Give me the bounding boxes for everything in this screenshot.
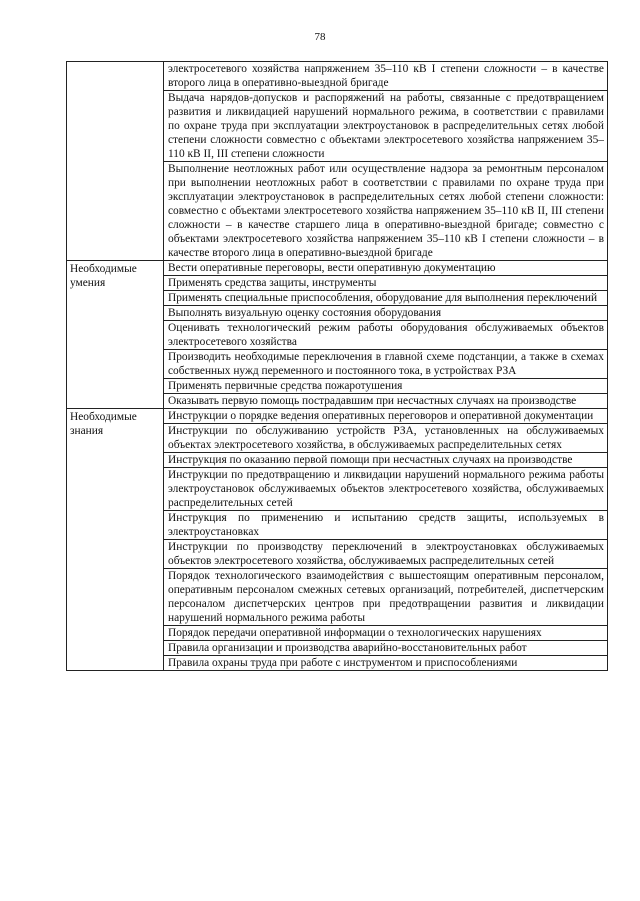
requirements-table (66, 61, 608, 671)
section-label: Необходимые умения (67, 261, 164, 409)
section-entry: электросетевого хозяйства напряжением 35–110 кВ I степени сложности – в качестве второго лица в оперативно-выездной бригаде (164, 62, 608, 91)
section-entry: Производить необходимые переключения в главной схеме подстанции, а также в схемах собственных нужд переменного и постоянного тока, в устройствах РЗА (164, 350, 608, 379)
section-entry: Порядок передачи оперативной информации о технологических нарушениях (164, 626, 608, 641)
section-entry: Инструкции по обслуживанию устройств РЗА, установленных на обслуживаемых объектах электросетевого хозяйства, в обслуживаемых распределительных сетях (164, 424, 608, 453)
section-entry: Применять средства защиты, инструменты (164, 276, 608, 291)
section-entry: Выполнение неотложных работ или осуществление надзора за ремонтным персоналом при выполнении неотложных работ в соответствии с правилами по охране труда при эксплуатации электроустановок в распределительных сетях любой степени сложности: совместно с объектами электросетевого хозяйства напряжением 35–110 кВ II, III степени сложности – в качестве старшего лица в оперативно-выездной бригаде; совместно с объектами электросетевого хозяйства напряжением 35–110 кВ I степени сложности – в качестве второго лица в оперативно-выездной бригаде (164, 162, 608, 261)
section-entry: Вести оперативные переговоры, вести оперативную документацию (164, 261, 608, 276)
section-entry: Инструкция по оказанию первой помощи при несчастных случаях на производстве (164, 453, 608, 468)
section-entry: Оказывать первую помощь пострадавшим при несчастных случаях на производстве (164, 394, 608, 409)
section-entry: Правила охраны труда при работе с инструментом и приспособлениями (164, 656, 608, 671)
section-entry: Инструкция по применению и испытанию средств защиты, используемых в электроустановках (164, 511, 608, 540)
section-label: Необходимые знания (67, 409, 164, 671)
section-entry: Применять первичные средства пожаротушения (164, 379, 608, 394)
section-entry: Порядок технологического взаимодействия с вышестоящим оперативным персоналом, оперативным персоналом смежных сетевых организаций, потребителей, диспетчерским персоналом диспетчерских центров при предотвращении развития и ликвидации нарушений нормального режима работы (164, 569, 608, 626)
section-entry: Применять специальные приспособления, оборудование для выполнения переключений (164, 291, 608, 306)
section-entry: Инструкции о порядке ведения оперативных переговоров и оперативной документации (164, 409, 608, 424)
section-entry: Выдача нарядов-допусков и распоряжений на работы, связанные с предотвращением развития и ликвидацией нарушений нормального режима, в соответствии с правилами по охране труда при эксплуатации электроустановок в распределительных сетях любой степени сложности совместно с объектами электросетевого хозяйства напряжением 35–110 кВ II, III степени сложности (164, 91, 608, 162)
section-entry: Инструкции по предотвращению и ликвидации нарушений нормального режима работы электроустановок обслуживаемых объектов электросетевого хозяйства, обслуживаемых распределительных сетей (164, 468, 608, 511)
table-row (67, 261, 608, 276)
section-entry: Оценивать технологический режим работы оборудования обслуживаемых объектов электросетевого хозяйства (164, 321, 608, 350)
table-row (67, 62, 608, 91)
section-entry: Инструкции по производству переключений в электроустановках обслуживаемых объектов электросетевого хозяйства, обслуживаемых распределительных сетей (164, 540, 608, 569)
section-entry: Выполнять визуальную оценку состояния оборудования (164, 306, 608, 321)
section-label (67, 62, 164, 261)
section-entry: Правила организации и производства аварийно-восстановительных работ (164, 641, 608, 656)
table-row (67, 409, 608, 424)
page-number: 78 (314, 31, 326, 43)
